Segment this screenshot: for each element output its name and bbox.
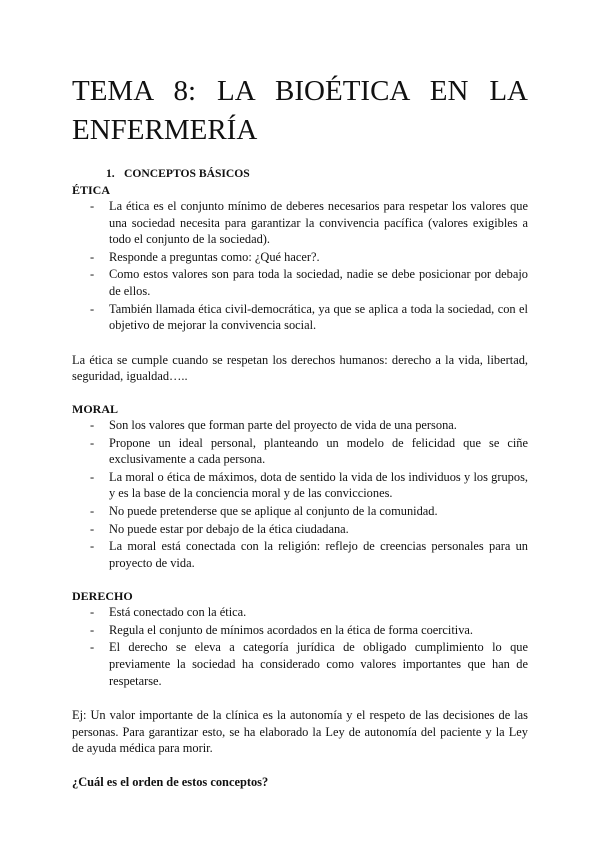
section-number: 1. bbox=[106, 167, 115, 180]
list-item: - La ética es el conjunto mínimo de deberes necesarios para respetar los valores que una sociedad necesita para garantizar la convivencia pacífica (valores exigibles a todo el conjunto de la sociedad). bbox=[72, 198, 528, 248]
list-item: - El derecho se eleva a categoría jurídica de obligado cumplimiento lo que previamente la sociedad ha considerado como valores importantes que han de respetarse. bbox=[72, 639, 528, 689]
list-item: - Propone un ideal personal, planteando un modelo de felicidad que se ciñe exclusivamente a cada persona. bbox=[72, 435, 528, 468]
list-item: - La moral o ética de máximos, dota de sentido la vida de los individuos y los grupos, y es la base de la conciencia moral y de las convicciones. bbox=[72, 469, 528, 502]
list-item: - Está conectado con la ética. bbox=[72, 604, 528, 621]
title-line-1: TEMA 8: LA BIOÉTICA EN LA bbox=[72, 75, 528, 107]
derecho-list bbox=[72, 604, 528, 689]
example-paragraph: Ej: Un valor importante de la clínica es la autonomía y el respeto de las decisiones de las personas. Para garantizar esto, se ha elaborado la Ley de autonomía del paciente y la Ley de ayuda médica para morir. bbox=[72, 708, 528, 756]
list-item: - No puede pretenderse que se aplique al conjunto de la comunidad. bbox=[72, 503, 528, 520]
title-line-2: ENFERMERÍA bbox=[72, 114, 258, 146]
list-item: - No puede estar por debajo de la ética ciudadana. bbox=[72, 521, 528, 538]
document-body bbox=[72, 166, 528, 791]
list-item: - La moral está conectada con la religión: reflejo de creencias personales para un proyecto de vida. bbox=[72, 538, 528, 571]
etica-paragraph: La ética se cumple cuando se respetan los derechos humanos: derecho a la vida, libertad, seguridad, igualdad….. bbox=[72, 352, 528, 384]
derecho-heading: DERECHO bbox=[72, 589, 133, 604]
list-item: - También llamada ética civil-democrática, ya que se aplica a toda la sociedad, con el objetivo de mejorar la convivencia social. bbox=[72, 301, 528, 334]
moral-heading: MORAL bbox=[72, 401, 118, 416]
closing-question: ¿Cuál es el orden de estos conceptos? bbox=[72, 775, 269, 790]
list-item: - Responde a preguntas como: ¿Qué hacer?. bbox=[72, 249, 528, 266]
section-heading bbox=[106, 166, 528, 181]
list-item: - Como estos valores son para toda la sociedad, nadie se debe posicionar por debajo de ellos. bbox=[72, 266, 528, 299]
etica-list bbox=[72, 198, 528, 334]
section-title: CONCEPTOS BÁSICOS bbox=[124, 167, 250, 180]
moral-list bbox=[72, 417, 528, 571]
list-item: - Regula el conjunto de mínimos acordados en la ética de forma coercitiva. bbox=[72, 622, 528, 639]
etica-heading: ÉTICA bbox=[72, 183, 111, 197]
list-item: - Son los valores que forman parte del proyecto de vida de una persona. bbox=[72, 417, 528, 434]
page-title bbox=[72, 72, 528, 150]
